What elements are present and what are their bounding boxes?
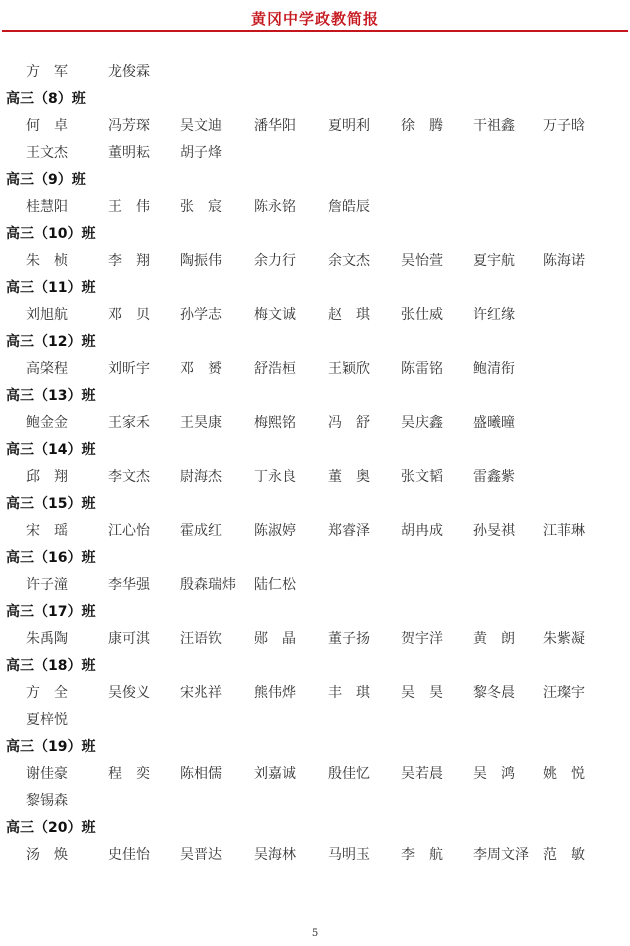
student-name: 王家禾 [108, 415, 150, 431]
class-heading-row [0, 219, 630, 246]
student-name: 郑睿泽 [328, 523, 370, 539]
class-heading-row [0, 165, 630, 192]
student-name: 方 全 [26, 685, 68, 701]
student-name: 朱 桢 [26, 253, 68, 269]
student-name: 李 翔 [108, 253, 150, 269]
name-row [0, 192, 630, 219]
class-heading-row [0, 435, 630, 462]
class-heading-row [0, 597, 630, 624]
student-name: 王昊康 [180, 415, 222, 431]
student-name: 吴文迪 [180, 118, 222, 134]
class-heading-row [0, 813, 630, 840]
student-name: 雷鑫紫 [473, 469, 515, 485]
student-name: 丁永良 [254, 469, 296, 485]
student-name: 贺宇洋 [401, 631, 443, 647]
name-row [0, 246, 630, 273]
class-heading-row [0, 381, 630, 408]
student-name: 刘昕宇 [108, 361, 150, 377]
class-heading: 高三（10）班 [6, 226, 96, 242]
student-name: 吴俊义 [108, 685, 150, 701]
student-name: 胡冉成 [401, 523, 443, 539]
student-name: 吴 鸿 [473, 766, 515, 782]
class-heading: 高三（20）班 [6, 820, 96, 836]
student-name: 汪璨宇 [543, 685, 585, 701]
student-name: 范 敏 [543, 847, 585, 863]
student-name: 殷森瑞炜 [180, 577, 236, 593]
student-name: 干祖鑫 [473, 118, 515, 134]
student-name: 马明玉 [328, 847, 370, 863]
class-heading-row [0, 732, 630, 759]
newsletter-title: 黄冈中学政教简报 [250, 10, 379, 28]
student-name: 潘华阳 [254, 118, 296, 134]
student-name: 黎冬晨 [473, 685, 515, 701]
student-name: 梅熙铭 [254, 415, 296, 431]
student-name: 桂慧阳 [26, 199, 68, 215]
class-heading: 高三（9）班 [6, 172, 86, 188]
student-name: 舒浩桓 [254, 361, 296, 377]
student-name: 董 奥 [328, 469, 370, 485]
student-name: 陈雷铭 [401, 361, 443, 377]
page-header [0, 0, 630, 32]
student-name: 刘旭航 [26, 307, 68, 323]
class-heading: 高三（16）班 [6, 550, 96, 566]
student-name: 黎锡森 [26, 793, 68, 809]
name-row [0, 840, 630, 867]
class-heading: 高三（17）班 [6, 604, 96, 620]
class-heading: 高三（11）班 [6, 280, 96, 296]
student-name: 许红缘 [473, 307, 515, 323]
student-name: 鲍金金 [26, 415, 68, 431]
student-name: 姚 悦 [543, 766, 585, 782]
name-row [0, 516, 630, 543]
class-heading-row [0, 543, 630, 570]
student-name: 孙旻祺 [473, 523, 515, 539]
honor-roll-list [0, 57, 630, 867]
student-name: 夏明利 [328, 118, 370, 134]
student-name: 汤 焕 [26, 847, 68, 863]
student-name: 吴若晨 [401, 766, 443, 782]
student-name: 余文杰 [328, 253, 370, 269]
name-row [0, 786, 630, 813]
student-name: 邓 贝 [108, 307, 150, 323]
student-name: 吴 昊 [401, 685, 443, 701]
student-name: 熊伟烨 [254, 685, 296, 701]
class-heading-row [0, 84, 630, 111]
student-name: 邓 赟 [180, 361, 222, 377]
student-name: 张 宸 [180, 199, 222, 215]
student-name: 江心怡 [108, 523, 150, 539]
class-heading: 高三（14）班 [6, 442, 96, 458]
student-name: 梅文诚 [254, 307, 296, 323]
student-name: 方 军 [26, 64, 68, 80]
page-number: 5 [311, 928, 319, 939]
student-name: 汪语钦 [180, 631, 222, 647]
student-name: 朱紫凝 [543, 631, 585, 647]
student-name: 董子扬 [328, 631, 370, 647]
student-name: 张仕威 [401, 307, 443, 323]
name-row [0, 408, 630, 435]
student-name: 谢佳豪 [26, 766, 68, 782]
name-row [0, 111, 630, 138]
class-heading-row [0, 273, 630, 300]
student-name: 吴庆鑫 [401, 415, 443, 431]
student-name: 万子晗 [543, 118, 585, 134]
student-name: 陈相儒 [180, 766, 222, 782]
class-heading: 高三（13）班 [6, 388, 96, 404]
name-row [0, 570, 630, 597]
student-name: 康可淇 [108, 631, 150, 647]
student-name: 王文杰 [26, 145, 68, 161]
student-name: 江菲琳 [543, 523, 585, 539]
name-row [0, 138, 630, 165]
student-name: 刘嘉诚 [254, 766, 296, 782]
class-heading: 高三（12）班 [6, 334, 96, 350]
student-name: 赵 琪 [328, 307, 370, 323]
student-name: 鲍清衔 [473, 361, 515, 377]
class-heading: 高三（15）班 [6, 496, 96, 512]
student-name: 丰 琪 [328, 685, 370, 701]
name-row [0, 462, 630, 489]
student-name: 程 奕 [108, 766, 150, 782]
student-name: 余力行 [254, 253, 296, 269]
class-heading: 高三（19）班 [6, 739, 96, 755]
student-name: 李华强 [108, 577, 150, 593]
class-heading: 高三（8）班 [6, 91, 86, 107]
student-name: 吴怡萱 [401, 253, 443, 269]
class-heading-row [0, 489, 630, 516]
name-row [0, 759, 630, 786]
student-name: 尉海杰 [180, 469, 222, 485]
student-name: 黄 朗 [473, 631, 515, 647]
student-name: 李周文泽 [473, 847, 529, 863]
student-name: 吴晋达 [180, 847, 222, 863]
student-name: 董明耘 [108, 145, 150, 161]
class-heading: 高三（18）班 [6, 658, 96, 674]
student-name: 冯芳琛 [108, 118, 150, 134]
student-name: 夏宇航 [473, 253, 515, 269]
student-name: 高棨程 [26, 361, 68, 377]
student-name: 陈海诺 [543, 253, 585, 269]
student-name: 张文韬 [401, 469, 443, 485]
student-name: 陶振伟 [180, 253, 222, 269]
student-name: 何 卓 [26, 118, 68, 134]
student-name: 朱禹陶 [26, 631, 68, 647]
name-row [0, 57, 630, 84]
student-name: 霍成红 [180, 523, 222, 539]
student-name: 龙俊霖 [108, 64, 150, 80]
student-name: 李文杰 [108, 469, 150, 485]
student-name: 孙学志 [180, 307, 222, 323]
name-row [0, 624, 630, 651]
student-name: 李 航 [401, 847, 443, 863]
student-name: 陈永铭 [254, 199, 296, 215]
student-name: 冯 舒 [328, 415, 370, 431]
student-name: 徐 腾 [401, 118, 443, 134]
student-name: 盛曦曈 [473, 415, 515, 431]
student-name: 宋兆祥 [180, 685, 222, 701]
student-name: 夏梓悦 [26, 712, 68, 728]
student-name: 殷佳忆 [328, 766, 370, 782]
student-name: 陈淑婷 [254, 523, 296, 539]
student-name: 郧 晶 [254, 631, 296, 647]
name-row [0, 705, 630, 732]
student-name: 史佳怡 [108, 847, 150, 863]
student-name: 陆仁松 [254, 577, 296, 593]
class-heading-row [0, 651, 630, 678]
student-name: 王 伟 [108, 199, 150, 215]
student-name: 王颖欣 [328, 361, 370, 377]
student-name: 邱 翔 [26, 469, 68, 485]
student-name: 詹皓辰 [328, 199, 370, 215]
student-name: 许子潼 [26, 577, 68, 593]
name-row [0, 354, 630, 381]
name-row [0, 300, 630, 327]
student-name: 吴海林 [254, 847, 296, 863]
name-row [0, 678, 630, 705]
student-name: 宋 瑶 [26, 523, 68, 539]
header-divider [2, 30, 628, 32]
student-name: 胡子烽 [180, 145, 222, 161]
class-heading-row [0, 327, 630, 354]
